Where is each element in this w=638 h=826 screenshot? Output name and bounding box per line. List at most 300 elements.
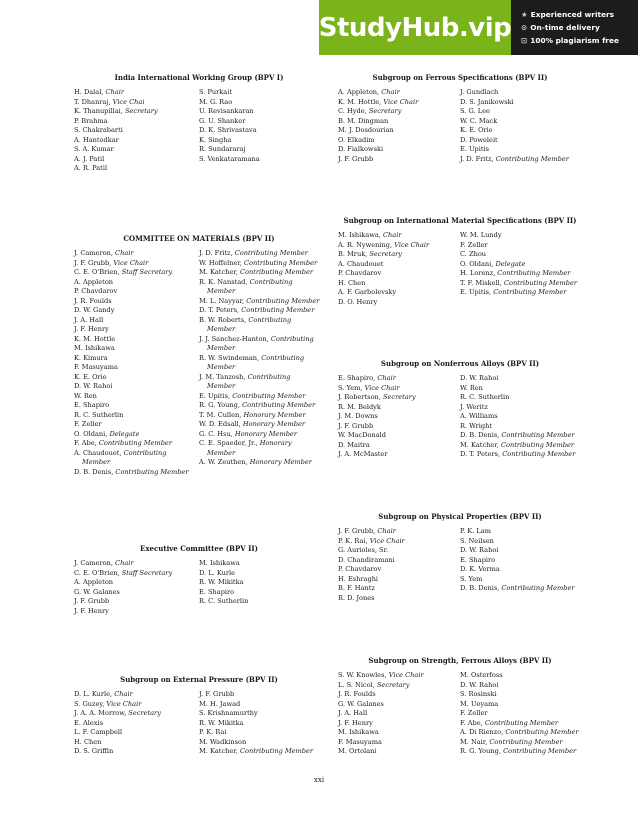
member-role: Contributing Member (484, 718, 558, 727)
member-name: K. M. Hottle, (338, 97, 382, 106)
member-name: D. Fialkowski (338, 145, 384, 153)
member-entry (74, 145, 199, 155)
member-column (338, 374, 460, 460)
member-entry (74, 126, 199, 136)
member-entry (74, 719, 199, 729)
member-entry (460, 719, 582, 729)
member-entry (460, 747, 582, 757)
member-entry (460, 107, 582, 117)
member-name: S. Venkataramana (199, 154, 260, 163)
member-name: M. L. Nayyar, (199, 296, 245, 305)
member-name: R. G. Young, (460, 747, 501, 755)
member-entry (199, 117, 324, 127)
member-role-continued: Member (207, 363, 236, 371)
member-entry (460, 412, 582, 422)
member-name: K. E. Orie (460, 126, 493, 134)
member-entry (199, 259, 324, 269)
member-name: L. F. Campbell (74, 728, 123, 736)
member-role-continued: Member (207, 382, 236, 390)
member-name: M. Katcher, (460, 440, 499, 449)
member-name: M. G. Rao (199, 97, 233, 106)
member-name: D. S. Griffin (74, 747, 114, 755)
member-entry (74, 430, 199, 440)
member-name: H. Lorenz, (460, 269, 496, 277)
section-ferrous (338, 73, 582, 164)
member-entry (338, 107, 460, 117)
member-name: P. Brahma (74, 116, 108, 125)
member-name: S. Yem (460, 574, 483, 583)
member-name: T. Dhanraj, (74, 97, 111, 106)
member-name: J. F. Grubb (338, 154, 374, 163)
member-entry (199, 392, 324, 402)
member-entry (338, 681, 460, 691)
brand-logo: StudyHub.vip (319, 0, 511, 55)
member-name: D. B. Denis, (74, 467, 114, 476)
member-entry (460, 441, 582, 451)
member-entry (74, 107, 199, 117)
member-name: C. Zhou (460, 250, 487, 258)
member-name: R. G. Young, (199, 401, 240, 409)
member-column (338, 231, 460, 307)
member-role: Vice Chair (369, 536, 405, 545)
member-columns (338, 231, 582, 307)
member-name: J. A. Hall (74, 315, 104, 324)
member-name: B. M. Dingman (338, 116, 389, 125)
member-entry (199, 136, 324, 146)
member-entry (74, 268, 199, 278)
section-title: Subgroup on International Material Specifications (BPV II) (343, 216, 577, 225)
member-name: J. Cameron, (74, 249, 113, 257)
member-role: Chair (381, 88, 400, 96)
member-role: Delegate (495, 259, 526, 268)
member-name: E. Shapiro (460, 555, 496, 564)
member-name: J. R. Foulds (74, 296, 112, 305)
member-name: S. G. Lee (460, 107, 490, 115)
member-role: Contributing (270, 334, 314, 343)
member-name: P. K. Rai, (338, 536, 368, 545)
member-role: Contributing Member (503, 747, 577, 755)
member-role: Contributing Member (232, 391, 306, 400)
member-role-continued: Member (82, 458, 111, 466)
member-name: R. C. Sutherlin (460, 393, 510, 401)
member-column (338, 671, 460, 757)
member-name: J. Cameron, (74, 559, 113, 567)
member-role: Contributing Member (242, 401, 316, 409)
member-name: D. W. Gandy (74, 306, 115, 314)
member-name: F. Zeller (74, 420, 102, 428)
member-name: R. Wright (460, 421, 493, 430)
member-entry (199, 578, 324, 588)
member-name: S. Guzey, (74, 699, 105, 708)
member-name: J. A. Hall (338, 709, 368, 717)
member-name: M. Nair, (460, 737, 488, 746)
member-name: J. F. Henry (74, 325, 109, 333)
feature-list (511, 0, 638, 55)
member-entry (199, 249, 324, 259)
member-entry (338, 422, 460, 432)
member-name: J. D. Fritz, (460, 154, 494, 163)
member-entry (74, 690, 199, 700)
member-name: D. K. Shrivastava (199, 126, 257, 134)
member-name: A. Chaudouet (338, 259, 384, 268)
member-column (460, 231, 582, 307)
member-name: H. Eshraghi (338, 574, 379, 583)
star-icon: ★ (521, 10, 528, 19)
member-entry (199, 411, 324, 421)
member-role: Contributing (123, 448, 167, 457)
member-entry (460, 556, 582, 566)
member-name: F. Zeller (460, 240, 488, 249)
member-entry (460, 117, 582, 127)
member-entry (74, 728, 199, 738)
member-name: J. Weritz (460, 402, 488, 411)
member-name: K. Thanupillai, (74, 107, 123, 115)
member-name: S. Purkait (199, 88, 232, 96)
member-name: A. Di Rienzo, (460, 728, 504, 736)
member-name: R. C. Sutherlin (199, 597, 249, 605)
member-column (199, 559, 324, 616)
member-name: T. F. Miskell, (460, 278, 502, 287)
member-name: D. T. Peters, (199, 306, 240, 314)
member-entry (199, 107, 324, 117)
member-entry (74, 607, 199, 617)
member-entry (338, 393, 460, 403)
member-entry (338, 565, 460, 575)
member-entry (74, 259, 199, 269)
section-title: Executive Committee (BPV II) (140, 544, 258, 553)
member-column (74, 690, 199, 757)
member-role: Contributing Member (497, 269, 571, 277)
member-entry (199, 306, 324, 316)
member-name: D. B. Denis, (460, 584, 500, 592)
member-role: Contributing Member (246, 296, 320, 305)
member-name: D. W. Rahoi (460, 680, 499, 689)
member-entry (74, 373, 199, 383)
member-entry (199, 316, 324, 335)
member-columns (74, 249, 324, 477)
member-entry (338, 575, 460, 585)
member-role: Contributing Member (501, 431, 575, 439)
member-role: Chair (105, 88, 124, 96)
member-columns (338, 527, 582, 603)
member-name: E. Shapiro (199, 587, 235, 596)
member-entry (199, 738, 324, 748)
member-name: S. Krishnamurthy (199, 709, 258, 717)
member-role-continued: Member (207, 287, 236, 295)
member-entry (74, 363, 199, 373)
member-name: W. Ren (460, 383, 483, 392)
member-entry (338, 537, 460, 547)
member-name: J. F. Grubb (338, 421, 374, 430)
section-intlspec (338, 216, 582, 307)
member-entry (338, 279, 460, 289)
member-name: C. E. Spaeder, Jr., (199, 439, 258, 447)
member-name: F. Masuyama (338, 737, 382, 746)
member-role: Staff Secretary (121, 568, 173, 577)
member-entry (460, 584, 582, 594)
member-name: A. Appleton, (338, 88, 380, 96)
member-name: J. D. Fritz, (199, 249, 233, 257)
member-role: Secretary (368, 107, 402, 115)
member-entry (338, 546, 460, 556)
member-name: O. Oldani, (460, 259, 494, 268)
member-name: A. J. Patil (74, 154, 105, 163)
member-role: Chair (115, 249, 134, 257)
member-entry (338, 441, 460, 451)
member-entry (460, 155, 582, 165)
member-entry (338, 155, 460, 165)
member-entry (338, 231, 460, 241)
member-role: Chair (114, 690, 133, 698)
member-entry (74, 344, 199, 354)
member-role: Contributing Member (501, 584, 575, 592)
member-role: Secretary (376, 680, 410, 689)
member-name: R. Sundararaj (199, 145, 246, 153)
member-role: Contributing Member (239, 268, 314, 276)
member-entry (460, 527, 582, 537)
member-entry (460, 136, 582, 146)
section-nonferrous (338, 359, 582, 460)
member-name: J. M. Downs (338, 412, 378, 420)
member-name: J. M. Tanzosh, (199, 372, 246, 381)
feature-item (521, 21, 638, 34)
member-role: Honorary Member (243, 410, 306, 419)
member-entry (460, 88, 582, 98)
member-name: S. A. Kumar (74, 145, 114, 153)
member-entry (460, 738, 582, 748)
member-role: Secretary (383, 393, 416, 401)
member-name: A. Williams (460, 412, 498, 420)
member-role: Vice Chai (112, 97, 145, 106)
member-name: J. R. Foulds (338, 690, 376, 698)
member-role: Contributing Member (493, 288, 567, 296)
member-entry (338, 556, 460, 566)
member-name: G. U. Shanker (199, 116, 246, 125)
member-name: D. B. Denis, (460, 431, 500, 439)
member-name: C. E. O'Brien, (74, 568, 120, 577)
member-name: D. Maitra (338, 440, 370, 449)
member-name: O. Elkadim (338, 135, 375, 144)
member-entry (460, 288, 582, 298)
member-role: Contributing Member (244, 258, 318, 267)
member-entry (199, 747, 324, 757)
feature-text: On-time delivery (530, 23, 600, 32)
member-name: A. R. Nywening, (338, 240, 393, 249)
member-role: Honorary Member (249, 458, 312, 466)
member-name: J. A. A. Morrow, (74, 709, 127, 717)
member-name: D. L. Kurle (199, 568, 236, 577)
member-column (338, 88, 460, 164)
member-role: Contributing Member (489, 737, 563, 746)
member-name: P. K. Lam (460, 527, 491, 535)
member-name: M. H. Jawad (199, 699, 241, 708)
member-entry (338, 145, 460, 155)
member-name: E. Shapiro, (338, 374, 376, 382)
member-entry (74, 297, 199, 307)
member-name: J. F. Henry (74, 606, 109, 615)
section-materials (74, 234, 324, 477)
member-role: Contributing Member (500, 440, 575, 449)
member-name: J. A. McMaster (338, 450, 388, 458)
member-name: D. T. Peters, (460, 450, 501, 458)
member-role: Chair (377, 527, 396, 535)
clock-icon: ⊙ (521, 23, 528, 32)
member-name: D. Chandiramani (338, 555, 395, 564)
member-entry (74, 335, 199, 345)
member-name: J. Robertson, (338, 393, 381, 401)
member-name: J. Gundlach (460, 88, 499, 96)
member-entry (74, 738, 199, 748)
member-name: E. Upitis (460, 145, 490, 153)
member-role: Secretary (124, 107, 158, 115)
member-entry (199, 719, 324, 729)
member-name: F. Zeller (460, 709, 488, 717)
member-role: Chair (115, 559, 134, 567)
member-role: Vice Chair (364, 383, 400, 392)
member-entry (460, 260, 582, 270)
member-entry (338, 527, 460, 537)
section-strength (338, 656, 582, 757)
member-name: K. Kimura (74, 353, 108, 362)
member-entry (460, 431, 582, 441)
member-role: Secretary (369, 250, 403, 258)
member-name: M. J. Dosdourian (338, 126, 394, 134)
member-role: Contributing Member (505, 728, 579, 736)
member-name: D. Poweleit (460, 135, 498, 144)
member-name: W. MacDonald (338, 431, 386, 439)
member-role: Contributing Member (98, 439, 172, 447)
member-entry (460, 393, 582, 403)
member-name: S. Neilsen (460, 536, 494, 545)
member-name: D. W. Rahoi (460, 374, 499, 382)
section-title: Subgroup on External Pressure (BPV II) (120, 675, 278, 684)
member-entry (74, 155, 199, 165)
member-entry (460, 241, 582, 251)
member-entry (338, 384, 460, 394)
member-entry (199, 401, 324, 411)
member-columns (338, 671, 582, 757)
member-name: B. Mruk, (338, 250, 368, 258)
member-entry (74, 411, 199, 421)
member-entry (338, 298, 460, 308)
member-entry (338, 738, 460, 748)
member-name: P. Chavdarov (338, 269, 382, 277)
member-name: R. W. Mikitka (199, 578, 244, 586)
member-name: G. Aurioles, Sr. (338, 546, 389, 554)
member-role-continued: Member (207, 448, 236, 457)
member-entry (460, 384, 582, 394)
member-entry (199, 155, 324, 165)
section-title: India International Working Group (BPV I) (114, 73, 284, 82)
studyhub-banner[interactable] (319, 0, 638, 55)
member-entry (74, 569, 199, 579)
member-name: W. C. Mack (460, 116, 498, 125)
member-name: K. Singha (199, 135, 232, 144)
member-name: R. C. Sutherlin (74, 410, 124, 419)
member-entry (199, 597, 324, 607)
member-name: J. F. Henry (338, 718, 373, 727)
member-entry (74, 401, 199, 411)
member-entry (338, 671, 460, 681)
member-entry (460, 126, 582, 136)
member-name: B. W. Roberts, (199, 315, 247, 324)
member-entry (338, 690, 460, 700)
member-entry (460, 709, 582, 719)
member-entry (338, 450, 460, 460)
member-entry (74, 439, 199, 449)
member-entry (74, 117, 199, 127)
member-name: D. W. Rahoi (460, 546, 499, 554)
section-title: Subgroup on Strength, Ferrous Alloys (BPV II) (368, 656, 552, 665)
member-column (460, 88, 582, 164)
member-entry (338, 374, 460, 384)
member-role: Secretary (128, 709, 161, 717)
member-entry (74, 449, 199, 468)
member-entry (199, 335, 324, 354)
member-column (199, 249, 324, 477)
member-name: R. D. Jones (338, 593, 375, 602)
member-entry (74, 249, 199, 259)
member-entry (460, 700, 582, 710)
member-name: A. W. Zeuthen, (199, 458, 248, 466)
member-entry (74, 278, 199, 288)
member-entry (338, 260, 460, 270)
member-entry (199, 297, 324, 307)
member-name: D. L. Kurle, (74, 690, 113, 698)
member-entry (460, 145, 582, 155)
member-entry (199, 458, 324, 468)
member-entry (74, 287, 199, 297)
member-entry (199, 420, 324, 430)
member-name: S. Yem, (338, 383, 363, 392)
member-role: Contributing (261, 353, 305, 362)
member-role: Chair (383, 231, 402, 239)
feature-text: Experienced writers (530, 10, 615, 19)
member-entry (74, 136, 199, 146)
member-entry (74, 709, 199, 719)
member-name: T. M. Cullen, (199, 410, 242, 419)
member-entry (460, 422, 582, 432)
section-title: Subgroup on Physical Properties (BPV II) (378, 512, 542, 521)
member-entry (460, 728, 582, 738)
member-entry (460, 565, 582, 575)
member-column (74, 559, 199, 616)
member-name: D. K. Verma (460, 565, 500, 573)
member-name: R. K. Nanstad, (199, 277, 248, 286)
member-entry (199, 126, 324, 136)
member-entry (199, 373, 324, 392)
member-column (460, 671, 582, 757)
member-entry (338, 584, 460, 594)
member-entry (199, 700, 324, 710)
member-name: C. E. O'Brien, (74, 268, 120, 276)
member-role-continued: Member (207, 325, 236, 333)
member-entry (74, 325, 199, 335)
member-name: S. Rosinski (460, 690, 497, 698)
member-name: O. Oldani, (74, 429, 108, 438)
member-name: P. Chavdarov (338, 565, 382, 573)
member-name: S. Chakrabarti (74, 126, 123, 134)
section-external (74, 675, 324, 757)
member-name: D. O. Henry (338, 297, 378, 306)
member-entry (74, 98, 199, 108)
member-name: A. F. Garbolevsky (338, 288, 397, 296)
member-column (460, 527, 582, 603)
member-entry (74, 588, 199, 598)
member-name: M. Ishikawa, (338, 231, 381, 239)
member-entry (74, 392, 199, 402)
member-name: G. W. Galanes (338, 699, 384, 708)
